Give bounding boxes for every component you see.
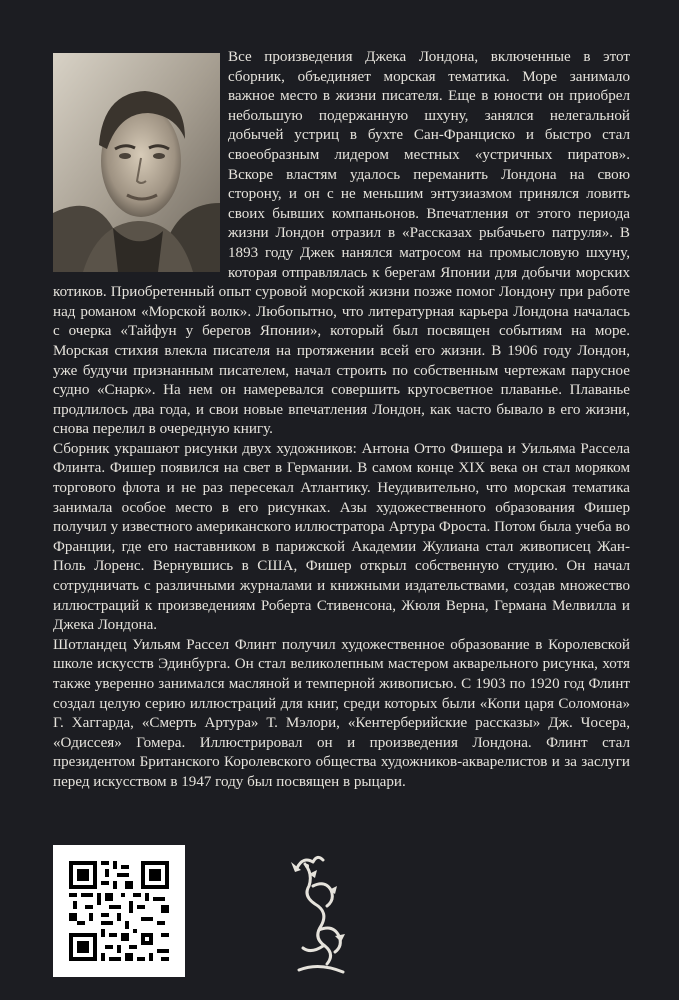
qr-code-icon [53,845,185,977]
paragraph-3: Шотландец Уильям Рассел Флинт получил художественное образование в Королевской школе искусств Эдинбурга. Он стал великолепным мастером акварельного рисунка, хотя также уверенно занимался масляной и темперной живописью. С 1903 по 1920 год Флинт создал целую серию иллюстраций для книг, среди которых были «Копи царя Соломона» Г. Хаггарда, «Смерть Артура» Т. Мэлори, «Кентерберийские рассказы» Дж. Чосера, «Одиссея» Гомера. Иллюстрировал он и произведения Лондона. Флинт стал президентом Британского Королевского общества художников-акварелистов и за заслуги перед искусством в 1947 году был посвящен в рыцари. [53,636,630,790]
publisher-dragon-logo-icon [283,850,355,978]
qr-code[interactable] [53,845,185,977]
publisher-logo [283,850,355,978]
article-text [53,48,630,793]
paragraph-1: Все произведения Джека Лондона, включенные в этот сборник, объединяет морская тематика. Море занимало важное место в жизни писателя. Еще в юности он приобрел небольшую подержанную шхуну, занялся нелегальной добычей устриц в бухте Сан-Франциско и быстро стал своеобразным лидером местных «устричных пиратов». Вскоре властям удалось переманить Лондона на свою сторону, и он с не меньшим энтузиазмом принялся ловить своих бывших компаньонов. Впечатления от этого периода жизни Лондон отразил в «Рассказах рыбачьего патруля». В 1893 году Джек нанялся матросом на промысловую шхуну, которая отправлялась к берегам Японии для добычи морских котиков. Приобретенный опыт суровой морской жизни позже помог Лондону при работе над романом «Морской волк». Любопытно, что литературная карьера Лондона началась с очерка «Тайфун у берегов Японии», который был посвящен событиям на море. Морская стихия влекла писателя на протяжении всей его жизни. В 1906 году Лондон, уже будучи признанным писателем, начал строить по собственным чертежам парусное судно «Снарк». На нем он намеревался совершить кругосветное плаванье. Плаванье продлилось два года, и свои новые впечатления Лондон, как часто бывало в его жизни, снова перелил в очередную книгу. [53,49,630,438]
portrait-spacer [53,48,228,273]
paragraph-2: Сборник украшают рисунки двух художников: Антона Отто Фишера и Уильяма Рассела Флинта. Фишер появился на свет в Германии. В самом конце XIX века он стал моряком торгового флота и не раз пересекал Атлантику. Неудивительно, что морская тематика занимала особое место в его рисунках. Азы художественного образования Фишер получил у известного американского иллюстратора Артура Фроста. Потом была учеба во Франции, где его наставником в парижской Академии Жулиана стал живописец Жан-Поль Лоренс. Вернувшись в США, Фишер открыл собственную студию. Он начал сотрудничать с различными журналами и книжными издательствами, создав множество иллюстраций к произведениям Роберта Стивенсона, Жюля Верна, Германа Мелвилла и Джека Лондона. [53,440,630,634]
